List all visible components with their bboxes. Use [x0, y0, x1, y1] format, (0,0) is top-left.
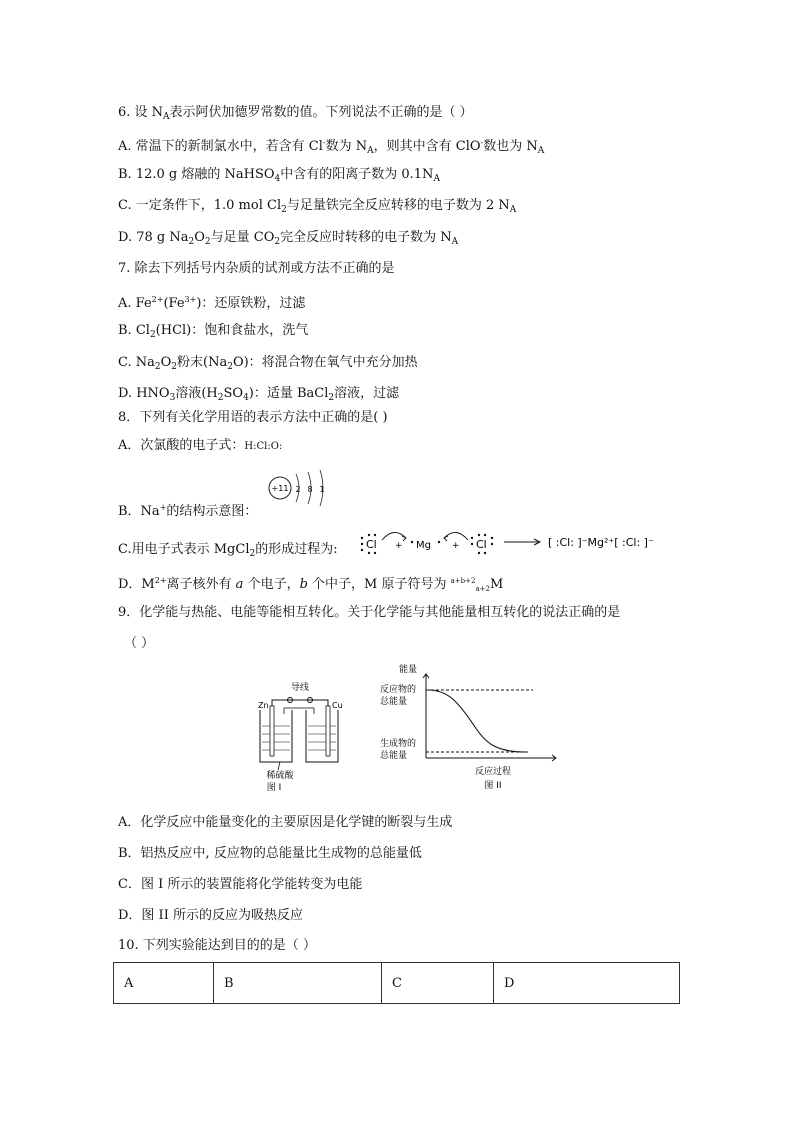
q8-stem: 8．下列有关化学用语的表示方法中正确的是( )	[118, 410, 388, 425]
q9-option-c: C．图 I 所示的装置能将化学能转变为电能	[118, 877, 363, 892]
sodium-structure-diagram	[266, 464, 338, 508]
q7-option-d: D. $HNO_3$溶液$(H_2SO_4)$：适量 BaCl$_2$溶液，过滤	[118, 386, 400, 403]
figure-1-galvanic-cell	[250, 678, 350, 793]
reaction-arrow-glyph: ⟶	[504, 532, 506, 533]
x-axis-label: 反应过程	[474, 767, 512, 777]
q9-paren: （ ）	[124, 636, 155, 651]
hclo-electron-formula: H:Cl:O:	[244, 441, 283, 452]
q9-stem: 9．化学能与热能、电能等能相互转化。关于化学能与其他能量相互转化的说法正确的是	[118, 605, 621, 620]
q8-option-c: C.用电子式表示 MgCl$_2$的形成过程为:	[118, 542, 338, 559]
table-row	[114, 963, 680, 1004]
mgcl2-formation-diagram	[352, 524, 674, 558]
reactants-label-2: 总能量	[380, 697, 408, 707]
q7-option-b: B. $Cl_2(HCl)$：饱和食盐水，洗气	[118, 323, 309, 340]
cl-atom-2: Cl	[476, 538, 487, 551]
acid-label: 稀硫酸	[266, 771, 294, 781]
q6-option-a: A. 常温下的新制氯水中，若含有 Cl-数为 $N_A$，则其中含有 ClO-数也为 $N_A$	[118, 138, 545, 156]
q8-option-d: D．$M^{2+}$离子核外有 a 个电子，b 个中子，M 原子符号为 $^{a+b+2}_{a+2}$M	[118, 576, 504, 593]
q6-stem: 6. 设 $N_A$表示阿伏加德罗常数的值。下列说法不正确的是（ ）	[118, 105, 473, 122]
q7-stem: 7. 除去下列括号内杂质的试剂或方法不正确的是	[118, 261, 395, 276]
q8-option-b: B．Na+的结构示意图：	[118, 503, 258, 519]
products-label-2: 总能量	[380, 751, 408, 761]
energy-axis-label: 能量	[398, 665, 418, 675]
cu-label: Cu	[332, 701, 343, 710]
cl-atom-1: Cl	[366, 538, 377, 551]
plus-1: +	[395, 541, 403, 551]
option-d-cell: D	[494, 963, 680, 1004]
shell-1-count: 2	[295, 485, 301, 494]
figure-2-energy-diagram	[378, 662, 563, 794]
figure-1-caption: 图 I	[266, 783, 282, 793]
q7-option-c: C. $Na_2O_2$粉末$(Na_2O)$：将混合物在氧气中充分加热	[118, 355, 418, 372]
q9-option-a: A．化学反应中能量变化的主要原因是化学键的断裂与生成	[118, 815, 453, 830]
q8-option-a: A．次氯酸的电子式：H:Cl:O:	[118, 438, 283, 453]
sodium-nucleus-label: +11	[271, 484, 289, 493]
q6-option-d: D. 78 g $Na_2O_2$与足量 $CO_2$完全反应时转移的电子数为 $N_A$	[118, 230, 459, 247]
wire-label: 导线	[290, 683, 310, 693]
shell-3-count: 1	[319, 485, 325, 494]
q10-options-table	[113, 962, 680, 1004]
q6-option-b: B. 12.0 g 熔融的 NaHSO$_4$中含有的阳离子数为 $0.1N_A$	[118, 167, 440, 184]
q6-option-c: C. 一定条件下，1.0 mol $Cl_2$与足量铁完全反应转移的电子数为 2 $N_A$	[118, 198, 517, 215]
mg-atom: Mg	[416, 540, 431, 551]
mgcl2-product: [ :Cl: ]⁻Mg²⁺[ :Cl: ]⁻	[548, 536, 654, 549]
option-a-cell: A	[114, 963, 214, 1004]
products-label-1: 生成物的	[380, 739, 417, 749]
figure-2-caption: 图 II	[484, 781, 502, 791]
q9-option-b: B．铝热反应中, 反应物的总能量比生成物的总能量低	[118, 846, 422, 861]
q9-option-d: D．图 II 所示的反应为吸热反应	[118, 908, 303, 923]
option-c-cell: C	[382, 963, 494, 1004]
q7-option-a: A. $Fe^{2+}(Fe^{3+})$：还原铁粉，过滤	[118, 295, 306, 311]
q10-stem: 10. 下列实验能达到目的的是（ ）	[118, 938, 316, 953]
plus-2: +	[452, 541, 460, 551]
shell-2-count: 8	[307, 485, 313, 494]
option-b-cell: B	[214, 963, 382, 1004]
reactants-label-1: 反应物的	[380, 685, 417, 695]
zn-label: Zn	[258, 701, 269, 710]
